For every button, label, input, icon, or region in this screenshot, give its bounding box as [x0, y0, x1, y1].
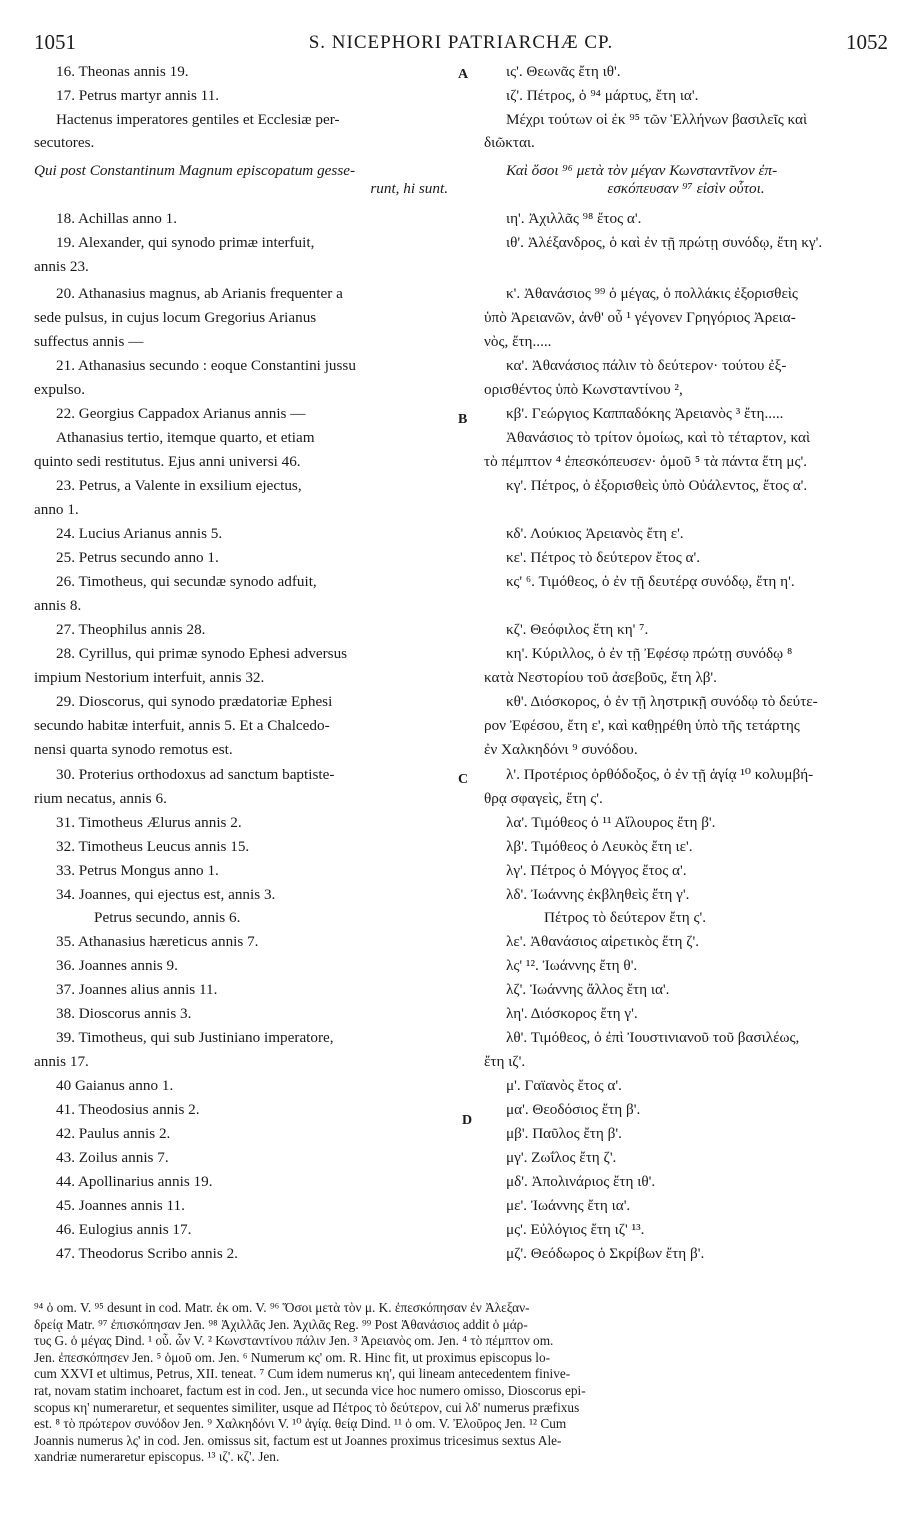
latin-line: 32. Timotheus Leucus annis 15. [56, 838, 250, 855]
footnote-line: rat, novam statim inchoaret, factum est in cod. Jen., ut secunda vice hoc numero omisso, Dioscorus epi- [34, 1382, 586, 1398]
greek-line: μα'. Θεοδόσιος ἔτη β'. [506, 1101, 641, 1118]
greek-line: κς' ⁶. Τιμόθεος, ὁ ἐν τῇ δευτέρᾳ συνόδῳ, ἔτη η'. [506, 573, 795, 590]
latin-line: 42. Paulus annis 2. [56, 1125, 171, 1142]
greek-line: Πέτρος τὸ δεύτερον ἔτη ς'. [544, 909, 707, 926]
greek-line: θρᾳ σφαγεὶς, ἔτη ς'. [484, 790, 603, 807]
latin-line: 22. Georgius Cappadox Arianus annis — [56, 405, 306, 422]
footnote-line: ⁹⁴ ὁ om. V. ⁹⁵ desunt in cod. Matr. ἐκ om. V. ⁹⁶ Ὅσοι μετὰ τὸν μ. Κ. ἐπεσκόπησαν ἐν Ἀλεξαν- [34, 1300, 530, 1315]
greek-line: λθ'. Τιμόθεος, ὁ ἐπὶ Ἰουστινιανοῦ τοῦ βασιλέως, [506, 1029, 800, 1046]
footnote-line: δρείᾳ Matr. ⁹⁷ ἐπισκόπησαν Jen. ⁹⁸ Ἀχιλλᾶς Jen. Ἀχιλᾶς Reg. ⁹⁹ Post Ἀθανάσιος addit ὁ μάρ- [34, 1316, 528, 1332]
footnote-line: scopus κη' numeraretur, et sequentes similiter, usque ad Πέτρος τὸ δεύτερον, cui λδ' numerus præfixus [34, 1399, 580, 1415]
latin-line: 39. Timotheus, qui sub Justiniano imperatore, [56, 1029, 334, 1046]
latin-line: suffectus annis — [34, 333, 144, 350]
greek-line: με'. Ἰωάννης ἔτη ια'. [506, 1197, 631, 1214]
latin-line: 37. Joannes alius annis 11. [56, 981, 218, 998]
greek-line: λζ'. Ἰωάννης ἄλλος ἔτη ια'. [506, 981, 670, 998]
greek-line: Μέχρι τούτων οἱ ἐκ ⁹⁵ τῶν Ἑλλήνων βασιλεῖς καὶ [506, 111, 808, 128]
latin-line: 20. Athanasius magnus, ab Arianis frequenter a [56, 285, 343, 302]
footnote-line: est. ⁸ τὸ πρώτερον συνόδον Jen. ⁹ Χαλκηδόνι V. ¹⁰ ἁγίᾳ. θείᾳ Dind. ¹¹ ὁ om. V. Ἐλοῦρος Jen. ¹² Cum [34, 1416, 567, 1432]
margin-letter-c: C [458, 772, 469, 787]
margin-letter-a: A [458, 67, 469, 82]
greek-line: κδ'. Λούκιος Ἀρειανὸς ἔτη ε'. [506, 525, 684, 542]
greek-line: ἔτη ιζ'. [484, 1053, 526, 1070]
latin-line: 23. Petrus, a Valente in exsilium ejectus, [56, 477, 302, 494]
latin-line: nensi quarta synodo remotus est. [34, 741, 233, 758]
latin-line: Hactenus imperatores gentiles et Ecclesiæ per- [56, 111, 340, 128]
latin-line: 36. Joannes annis 9. [56, 957, 178, 974]
greek-line: ιθ'. Ἀλέξανδρος, ὁ καὶ ἐν τῇ πρώτῃ συνόδῳ, ἔτη κγ'. [506, 234, 823, 251]
column-number-right: 1052 [846, 30, 888, 54]
greek-line: νὸς, ἔτη..... [484, 333, 552, 350]
latin-line: 43. Zoilus annis 7. [56, 1149, 169, 1166]
latin-line: impium Nestorium interfuit, annis 32. [34, 669, 265, 686]
latin-line: 30. Proterius orthodoxus ad sanctum baptiste- [56, 766, 335, 783]
latin-line: 29. Dioscorus, qui synodo prædatoriæ Ephesi [56, 693, 333, 710]
latin-line: 26. Timotheus, qui secundæ synodo adfuit, [56, 573, 317, 590]
greek-line: κβ'. Γεώργιος Καππαδόκης Ἀρειανὸς ³ ἔτη..... [506, 405, 784, 422]
greek-line: μζ'. Θεόδωρος ὁ Σκρίβων ἔτη β'. [506, 1245, 705, 1262]
latin-line: 18. Achillas anno 1. [56, 210, 178, 227]
latin-line: Petrus secundo, annis 6. [94, 909, 241, 926]
greek-line: λς' ¹². Ἰωάννης ἔτη θ'. [506, 957, 638, 974]
latin-line: quinto sedi restitutus. Ejus anni universi 46. [34, 453, 301, 470]
greek-line: ορισθέντος ὑπὸ Κωνσταντίνου ², [484, 381, 683, 398]
margin-letter-d: D [462, 1113, 473, 1128]
greek-line: εσκόπευσαν ⁹⁷ εἰσὶν οὗτοι. [607, 180, 765, 197]
footnote-line: Jen. ἐπεσκόπησεν Jen. ⁵ ὁμοῦ om. Jen. ⁶ Numerum κς' om. R. Hinc fit, ut proximus episcopus lo- [34, 1349, 551, 1365]
latin-line: annis 17. [34, 1053, 89, 1070]
greek-line: κατὰ Νεστορίου τοῦ ἀσεβοῦς, ἔτη λβ'. [484, 669, 717, 686]
latin-line: 17. Petrus martyr annis 11. [56, 87, 220, 104]
latin-line: 44. Apollinarius annis 19. [56, 1173, 213, 1190]
latin-line: 46. Eulogius annis 17. [56, 1221, 192, 1238]
greek-line: κ'. Ἀθανάσιος ⁹⁹ ὁ μέγας, ὁ πολλάκις ἐξορισθεὶς [506, 285, 798, 302]
latin-line: expulso. [34, 381, 86, 398]
column-number-left: 1051 [34, 30, 76, 54]
latin-line: 16. Theonas annis 19. [56, 63, 189, 80]
footnote-line: cum XXVI et ultimus, Petrus, XII. teneat. ⁷ Cum idem numerus κη', qui lineam antecedentem finive- [34, 1366, 571, 1382]
greek-line: κα'. Ἀθανάσιος πάλιν τὸ δεύτερον· τούτου ἐξ- [506, 357, 787, 374]
greek-line: λα'. Τιμόθεος ὁ ¹¹ Αἴλουρος ἔτη β'. [506, 814, 716, 831]
greek-line: τὸ πέμπτον ⁴ ἐπεσκόπευσεν· ὁμοῦ ⁵ τὰ πάντα ἔτη μς'. [484, 453, 808, 470]
greek-line: ρον Ἐφέσου, ἔτη ε', καὶ καθῃρέθη ὑπὸ τῆς τετάρτης [484, 717, 800, 734]
greek-line: λη'. Διόσκορος ἔτη γ'. [506, 1005, 638, 1022]
latin-line: secutores. [34, 134, 95, 151]
greek-line: λδ'. Ἰωάννης ἐκβληθεὶς ἔτη γ'. [506, 886, 690, 903]
greek-line: λε'. Ἀθανάσιος αἱρετικὸς ἔτη ζ'. [506, 933, 700, 950]
running-title: S. NICEPHORI PATRIARCHÆ CP. [308, 32, 614, 53]
footnotes [34, 1300, 892, 1466]
footnote-line: xandriæ numeraretur episcopus. ¹³ ιζ'. κζ'. Jen. [34, 1449, 280, 1465]
greek-line: μδ'. Ἀπολινάριος ἔτη ιθ'. [506, 1173, 656, 1190]
latin-line: 40 Gaianus anno 1. [56, 1077, 174, 1094]
footnote-line: Joannis numerus λς' in cod. Jen. omissus sit, factum est ut Joannes proximus tricesimus sextus Ale- [34, 1432, 562, 1448]
greek-line: ιη'. Ἀχιλλᾶς ⁹⁸ ἔτος α'. [506, 210, 642, 227]
greek-line: ιζ'. Πέτρος, ὁ ⁹⁴ μάρτυς, ἔτη ια'. [506, 87, 699, 104]
latin-line: 27. Theophilus annis 28. [56, 621, 206, 638]
latin-line: sede pulsus, in cujus locum Gregorius Arianus [34, 309, 317, 326]
latin-line: Athanasius tertio, itemque quarto, et etiam [56, 429, 315, 446]
latin-line: 19. Alexander, qui synodo primæ interfuit, [56, 234, 315, 251]
greek-line: κζ'. Θεόφιλος ἔτη κη' ⁷. [506, 621, 649, 638]
margin-letter-b: B [458, 412, 468, 427]
greek-line: μγ'. Ζωΐλος ἔτη ζ'. [506, 1149, 617, 1166]
latin-line: anno 1. [34, 501, 79, 518]
latin-line: annis 8. [34, 597, 82, 614]
greek-line: Καὶ ὅσοι ⁹⁶ μετὰ τὸν μέγαν Κωνσταντῖνον ἐπ- [506, 162, 778, 179]
greek-line: διῶκται. [484, 134, 535, 151]
greek-line: μς'. Εὐλόγιος ἔτη ιζ' ¹³. [506, 1221, 645, 1238]
greek-line: λβ'. Τιμόθεος ὁ Λευκὸς ἔτη ιε'. [506, 838, 693, 855]
latin-line: Qui post Constantinum Magnum episcopatum gesse- [34, 162, 356, 179]
greek-line: ις'. Θεωνᾶς ἔτη ιθ'. [506, 63, 621, 80]
greek-line: Ἀθανάσιος τὸ τρίτον ὁμοίως, καὶ τὸ τέταρτον, καὶ [506, 429, 811, 446]
latin-line: 45. Joannes annis 11. [56, 1197, 185, 1214]
latin-line: 35. Athanasius hæreticus annis 7. [56, 933, 259, 950]
greek-line: ἐν Χαλκηδόνι ⁹ συνόδου. [484, 741, 638, 758]
latin-line: secundo habitæ interfuit, annis 5. Et a Chalcedo- [34, 717, 330, 734]
latin-line: 47. Theodorus Scribo annis 2. [56, 1245, 238, 1262]
greek-line: ὑπὸ Ἀρειανῶν, ἀνθ' οὗ ¹ γέγονεν Γρηγόριος Ἀρεια- [484, 309, 796, 326]
greek-line: μβ'. Παῦλος ἔτη β'. [506, 1125, 622, 1142]
greek-line: κη'. Κύριλλος, ὁ ἐν τῇ Ἐφέσῳ πρώτῃ συνόδῳ ⁸ [506, 645, 793, 662]
greek-line: κγ'. Πέτρος, ὁ ἐξορισθεὶς ὑπὸ Οὐάλεντος, ἔτος α'. [506, 477, 808, 494]
greek-line: λ'. Προτέριος ὀρθόδοξος, ὁ ἐν τῇ ἁγίᾳ ¹⁰ κολυμβή- [506, 766, 814, 783]
latin-line: annis 23. [34, 258, 89, 275]
greek-line: κε'. Πέτρος τὸ δεύτερον ἔτος α'. [506, 549, 701, 566]
latin-line: rium necatus, annis 6. [34, 790, 167, 807]
latin-line: 41. Theodosius annis 2. [56, 1101, 200, 1118]
latin-line: 33. Petrus Mongus anno 1. [56, 862, 219, 879]
latin-line: 25. Petrus secundo anno 1. [56, 549, 219, 566]
latin-line: 28. Cyrillus, qui primæ synodo Ephesi adversus [56, 645, 348, 662]
footnote-line: τυς G. ὁ μέγας Dind. ¹ οὗ. ὧν V. ² Κωνσταντίνου πάλιν Jen. ³ Ἀρειανὸς om. Jen. ⁴ τὸ πέμπτον om. [34, 1333, 554, 1349]
latin-line: 34. Joannes, qui ejectus est, annis 3. [56, 886, 276, 903]
greek-line: κθ'. Διόσκορος, ὁ ἐν τῇ ληστρικῇ συνόδῳ τὸ δεύτε- [506, 693, 818, 710]
latin-line: 31. Timotheus Ælurus annis 2. [56, 814, 242, 831]
greek-line: λγ'. Πέτρος ὁ Μόγγος ἔτος α'. [506, 862, 687, 879]
latin-line: 24. Lucius Arianus annis 5. [56, 525, 223, 542]
latin-line: runt, hi sunt. [370, 180, 448, 197]
greek-line: μ'. Γαϊανὸς ἔτος α'. [506, 1077, 622, 1094]
latin-line: 38. Dioscorus annis 3. [56, 1005, 192, 1022]
latin-line: 21. Athanasius secundo : eoque Constantini jussu [56, 357, 356, 374]
